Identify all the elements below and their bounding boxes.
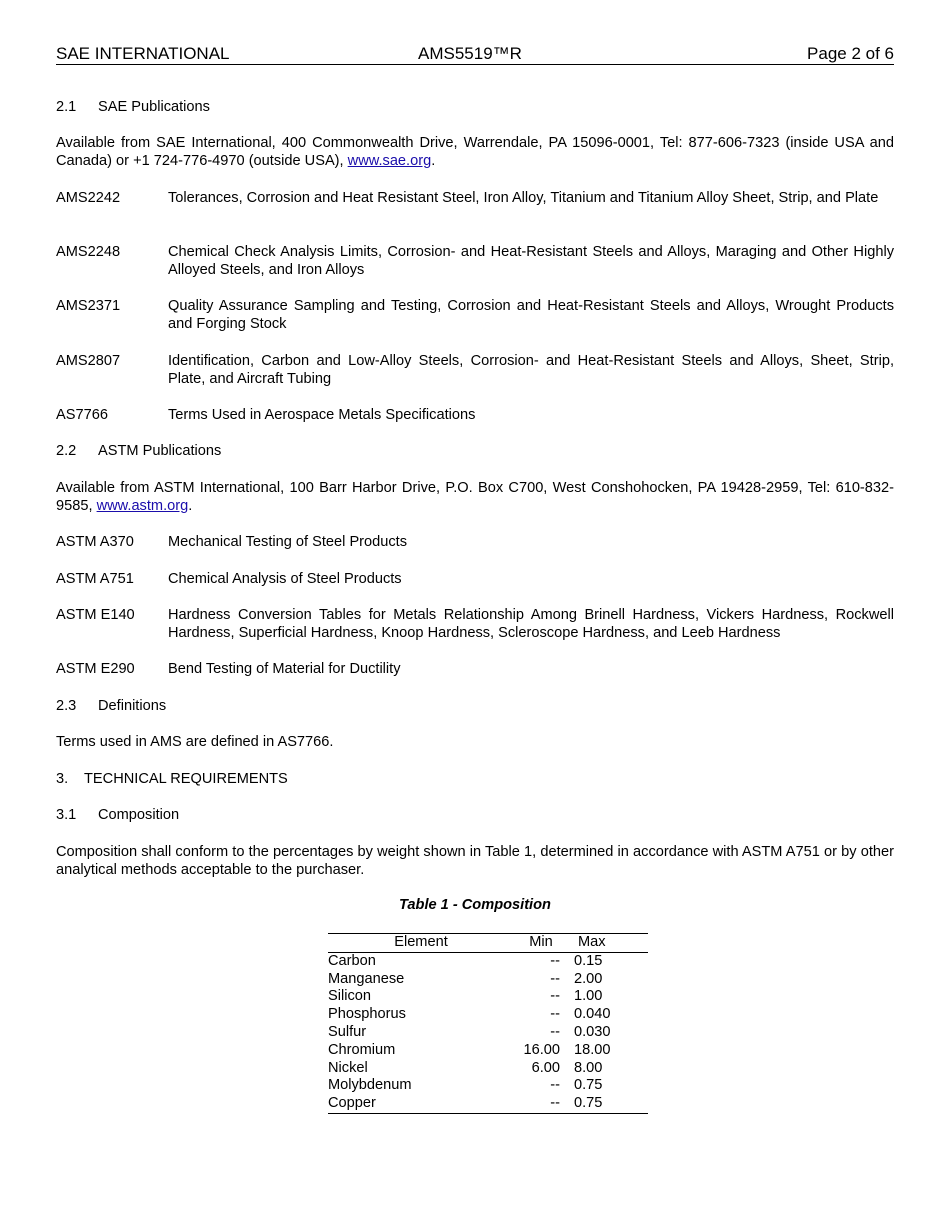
reference-title: Chemical Analysis of Steel Products	[168, 571, 402, 587]
cell-element: Silicon	[328, 988, 371, 1005]
cell-min: --	[550, 952, 560, 969]
reference-as7766	[56, 406, 894, 424]
cell-element: Sulfur	[328, 1023, 367, 1040]
reference-astm-e290	[56, 660, 894, 678]
table-row	[328, 988, 648, 1006]
reference-code: ASTM E290	[56, 661, 135, 677]
cell-max: 1.00	[574, 988, 603, 1005]
reference-astm-e140	[56, 606, 894, 642]
section-3-1-heading	[56, 806, 894, 824]
section-number: 2.1	[56, 99, 77, 115]
header-page-number: Page 2 of 6	[807, 44, 894, 63]
reference-title: Bend Testing of Material for Ductility	[168, 661, 401, 677]
composition-table	[328, 933, 648, 1114]
sae-website-link[interactable]: www.sae.org	[347, 153, 432, 169]
astm-website-link[interactable]: www.astm.org	[96, 498, 189, 514]
cell-min: --	[550, 1023, 560, 1040]
reference-code: AMS2371	[56, 298, 121, 314]
reference-title: Quality Assurance Sampling and Testing, Corrosion and Heat-Resistant Steels and Alloys, Wrought Products and Forging Stock	[168, 298, 894, 332]
section-title: Definitions	[98, 698, 167, 714]
astm-availability-paragraph: Available from ASTM International, 100 Barr Harbor Drive, P.O. Box C700, West Conshohocken, PA 19428-2959, Tel: 610-832-9585, www.astm.org.	[56, 480, 894, 514]
section-title: ASTM Publications	[98, 443, 222, 459]
reference-code: ASTM A751	[56, 571, 134, 587]
cell-max: 8.00	[574, 1059, 603, 1076]
section-2-1-heading	[56, 98, 894, 116]
table-row	[328, 1024, 648, 1042]
definitions-paragraph: Terms used in AMS are defined in AS7766.	[56, 734, 334, 750]
cell-element: Manganese	[328, 970, 405, 987]
table-row	[328, 1077, 648, 1095]
reference-title: Hardness Conversion Tables for Metals Relationship Among Brinell Hardness, Vickers Hardness, Rockwell Hardness, Superficial Hardness, Knoop Hardness, Scleroscope Hardness, and Leeb Hardness	[168, 607, 894, 641]
reference-title: Tolerances, Corrosion and Heat Resistant Steel, Iron Alloy, Titanium and Titanium Alloy Sheet, Strip, and Plate	[168, 190, 879, 206]
reference-code: ASTM E140	[56, 607, 135, 623]
column-header-max: Max	[560, 934, 648, 953]
section-title: TECHNICAL REQUIREMENTS	[84, 771, 288, 787]
table-row	[328, 1006, 648, 1024]
section-number: 2.2	[56, 443, 77, 459]
cell-min: --	[550, 988, 560, 1005]
table-row	[328, 1042, 648, 1060]
cell-max: 2.00	[574, 970, 603, 987]
reference-title: Mechanical Testing of Steel Products	[168, 534, 408, 550]
table-row	[328, 971, 648, 989]
section-number: 2.3	[56, 698, 77, 714]
cell-max: 18.00	[574, 1041, 611, 1058]
cell-max: 0.75	[574, 1077, 603, 1094]
table-row	[328, 1095, 648, 1113]
reference-code: ASTM A370	[56, 534, 134, 550]
cell-min: 16.00	[523, 1041, 560, 1058]
reference-code: AMS2242	[56, 190, 121, 206]
cell-min: --	[550, 1077, 560, 1094]
cell-max: 0.040	[574, 1006, 611, 1023]
header-doc-number: AMS5519™R	[418, 44, 522, 63]
section-number: 3.	[56, 771, 69, 787]
table-row	[328, 1060, 648, 1078]
section-2-3-heading	[56, 697, 894, 715]
reference-ams2807	[56, 352, 894, 388]
reference-title: Chemical Check Analysis Limits, Corrosion- and Heat-Resistant Steels and Alloys, Maraging and Other Highly Alloyed Steels, and Iron Alloys	[168, 244, 894, 278]
reference-astm-a751	[56, 570, 894, 588]
reference-ams2242	[56, 189, 894, 207]
reference-code: AS7766	[56, 407, 108, 423]
cell-min: --	[550, 970, 560, 987]
reference-code: AMS2248	[56, 244, 121, 260]
section-number: 3.1	[56, 807, 77, 823]
reference-title: Identification, Carbon and Low-Alloy Steels, Corrosion- and Heat-Resistant Steels and Alloys, Sheet, Strip, Plate, and Aircraft Tubing	[168, 353, 894, 387]
page-header	[56, 44, 894, 65]
cell-element: Phosphorus	[328, 1006, 406, 1023]
column-header-min: Min	[514, 934, 560, 953]
reference-ams2248	[56, 243, 894, 279]
header-org: SAE INTERNATIONAL	[56, 44, 230, 63]
cell-element: Nickel	[328, 1059, 368, 1076]
cell-min: --	[550, 1006, 560, 1023]
composition-paragraph: Composition shall conform to the percentages by weight shown in Table 1, determined in accordance with ASTM A751 or by other analytical methods acceptable to the purchaser.	[56, 844, 894, 878]
section-title: SAE Publications	[98, 99, 210, 115]
reference-code: AMS2807	[56, 353, 121, 369]
cell-element: Molybdenum	[328, 1077, 412, 1094]
cell-element: Carbon	[328, 952, 376, 969]
section-3-heading	[56, 770, 894, 788]
table-header-row	[328, 934, 648, 953]
cell-element: Copper	[328, 1095, 376, 1112]
section-2-2-heading	[56, 442, 894, 460]
sae-availability-paragraph: Available from SAE International, 400 Commonwealth Drive, Warrendale, PA 15096-0001, Tel: 877-606-7323 (inside USA and Canada) or +1 724-776-4970 (outside USA), www.sae.org.	[56, 135, 894, 169]
cell-max: 0.15	[574, 952, 603, 969]
section-title: Composition	[98, 807, 180, 823]
cell-max: 0.75	[574, 1095, 603, 1112]
cell-element: Chromium	[328, 1041, 396, 1058]
column-header-element: Element	[328, 934, 514, 953]
cell-min: --	[550, 1095, 560, 1112]
table-caption: Table 1 - Composition	[399, 897, 551, 913]
reference-ams2371	[56, 297, 894, 333]
cell-max: 0.030	[574, 1023, 611, 1040]
cell-min: 6.00	[531, 1059, 560, 1076]
reference-astm-a370	[56, 533, 894, 551]
reference-title: Terms Used in Aerospace Metals Specifications	[168, 407, 476, 423]
table-row	[328, 952, 648, 970]
